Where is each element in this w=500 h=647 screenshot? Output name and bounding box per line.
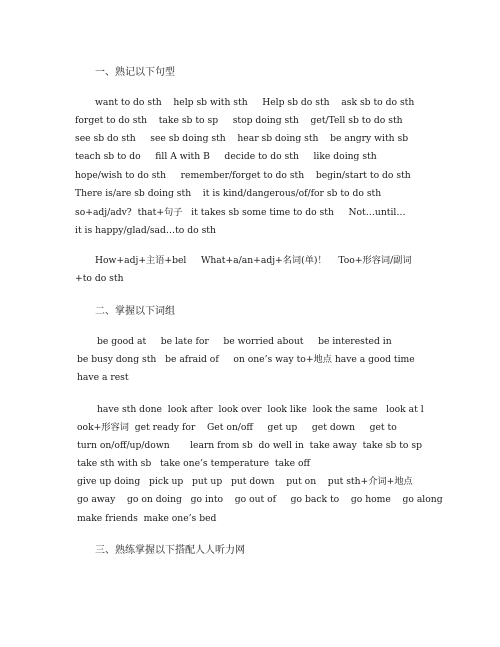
section-2-heading: 二、掌握以下词组: [95, 306, 175, 317]
phrase-line: have a rest: [77, 372, 129, 383]
phrase-line: ook+形容词 get ready for Get on/off get up get down get to: [77, 422, 397, 433]
sentence-pattern-line: There is/are sb doing sth it is kind/dangerous/of/for sb to do sth: [75, 188, 382, 199]
section-1-heading: 一、熟记以下句型: [95, 67, 175, 78]
sentence-pattern-line: teach sb to do fill A with B decide to do sth like doing sth: [75, 151, 377, 162]
phrase-line: give up doing pick up put up put down put on put sth+介词+地点: [77, 476, 413, 487]
sentence-pattern-line: want to do sth help sb with sth Help sb do sth ask sb to do sth: [95, 97, 415, 108]
phrase-line: turn on/off/up/down learn from sb do well in take away take sb to sp: [77, 440, 422, 451]
sentence-pattern-line: +to do sth: [75, 273, 124, 284]
section-3-heading: 三、熟练掌握以下搭配人人听力网: [95, 545, 245, 556]
phrase-line: make friends make one’s bed: [77, 513, 217, 524]
phrase-line: be good at be late for be worried about be interested in: [97, 336, 392, 347]
sentence-pattern-line: hope/wish to do sth remember/forget to do sth begin/start to do sth: [75, 170, 411, 181]
phrase-line: be busy dong sth be afraid of on one’s way to+地点 have a good time: [77, 354, 415, 365]
sentence-pattern-line: see sb do sth see sb doing sth hear sb doing sth be angry with sb: [75, 133, 409, 144]
sentence-pattern-line: forget to do sth take sb to sp stop doing sth get/Tell sb to do sth: [75, 115, 403, 126]
sentence-pattern-line: How+adj+主语+bel What+a/an+adj+名词(单)！ Too+形容词/副词: [95, 255, 412, 266]
phrase-line: go away go on doing go into go out of go back to go home go along: [77, 494, 443, 505]
phrase-line: have sth done look after look over look like look the same look at l: [97, 404, 424, 415]
sentence-pattern-line: it is happy/glad/sad…to do sth: [75, 225, 216, 236]
phrase-line: take sth with sb take one’s temperature take off: [77, 458, 311, 469]
sentence-pattern-line: so+adj/adv? that+句子 it takes sb some time to do sth Not…until…: [75, 207, 406, 218]
